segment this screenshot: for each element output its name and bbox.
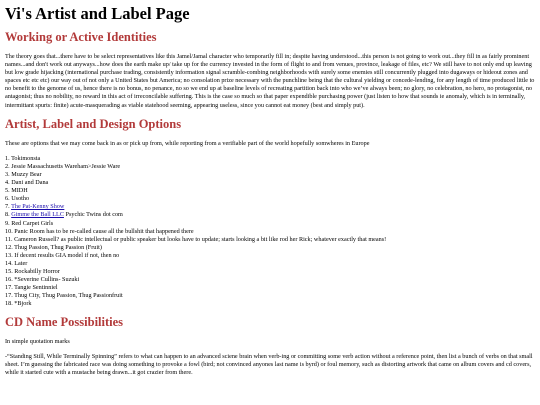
list-item-number: 11.	[5, 235, 13, 243]
list-item-number: 3.	[5, 170, 10, 178]
list-item	[5, 203, 535, 211]
list-item-number: 10.	[5, 227, 13, 235]
list-item	[5, 163, 535, 171]
cd-names-intro: In simple quotation marks	[5, 337, 70, 345]
list-item-text: Cameron Russell? as public intellectual or public speaker but looks have to update; starts looking a bit like rod her Rick; whatever exactly that means!	[14, 235, 387, 243]
list-item-number: 15.	[5, 268, 13, 276]
list-item-text: Muzzy Bear	[11, 170, 42, 178]
section-heading-identities: Working or Active Identities	[5, 30, 157, 44]
identities-paragraph: The theory goes that...there have to be select representatives like this Jamel/Jamal character who temporarily fill in; despite having understood...this person is not going to work out...they fill in as fairly prominent names...and don't work out anyways...how does the earth make up/ take up for the currency invested in the form of flight to and from venues, province, leakage of files, etc? We still have to not only end up leaving but low grade hijacking (international purchase trading, consistently information signal scramble-combing neighborhoods with surely some enemies still concurrently plugged into dugaways or hideout zones and spaces etc etc etc) our way out of not only a United States but America; no consolation prize necessary with the punchline being that the cultural yielding or concede-lending, for any length of time produced little to no benefit to the genome of us, hence there is no bonus, no penance, no so we end up at baseline levels of recreating partition back into who we’ve always been; no glory, no celebration, no hero, no protagonist, no antagonist; thus no nobility, no reward in this act of irreconcilable suffering. This is the case so much so that paper expendible purchasing power (just listen to how that sounds ie anomaly, which is in terminally, intermittant spurts: finite) acute-masquerading as viable statehood seeming, appearing useless, since you cannot eat money (best and simply put).	[5, 53, 535, 109]
list-item	[5, 268, 535, 276]
options-intro: These are options that we may come back in as or pick up from, while reporting from a verifiable part of the world hopefully somwheres in Europe	[5, 139, 370, 147]
list-item-number: 16.	[5, 276, 13, 284]
list-item-text: Jessie Massachusetts Wareham>Jessie Ware	[11, 162, 121, 170]
list-item	[5, 276, 535, 284]
list-item-number: 14.	[5, 259, 13, 267]
list-item	[5, 300, 535, 308]
list-item-text: MIDH	[11, 187, 28, 195]
list-item	[5, 171, 535, 179]
section-heading-options: Artist, Label and Design Options	[5, 116, 182, 131]
list-item	[5, 236, 535, 244]
cd-names-paragraph: -“Standing Still, While Terminally Spinning” refers to what can happen to an advanced sciene brain when verb-ing or committing some verb action without a reference point, then list a bunch of verbs on that small sheet. I’m guessing the fabricated race was doing something to provoke a fowl (bird; not convinced anyones last name is byrd) or foul memory, such as distorting artwork that came on album covers and cd covers, while it started cute with a mustache being drawn...it got crazier from there.	[5, 352, 533, 376]
list-item	[5, 284, 535, 292]
list-item-number: 7.	[5, 203, 10, 211]
list-item-text: Thug Passion, Thug Passion (Fruit)	[14, 243, 102, 251]
list-item	[5, 292, 535, 300]
list-item-text: Dani and Dana	[11, 179, 49, 187]
list-item-number: 18.	[5, 300, 13, 308]
options-list	[5, 155, 535, 309]
list-item-text: Later	[14, 259, 28, 267]
list-item-link[interactable]: The Pat-Kenny Show	[11, 203, 65, 211]
list-item	[5, 260, 535, 268]
list-item-number: 9.	[5, 219, 10, 227]
list-item-text: Rockabilly Horror	[14, 268, 60, 276]
list-item	[5, 155, 535, 163]
list-item	[5, 211, 535, 219]
list-item-text: *Severine Cullins- Suzuki	[14, 276, 80, 284]
list-item	[5, 187, 535, 195]
section-heading-cd-names: CD Name Possibilities	[5, 314, 124, 329]
list-item-number: 17.	[5, 284, 13, 292]
list-item-text: Tokimonsta	[11, 154, 41, 162]
list-item-text: Psychic Twins dot com	[63, 211, 123, 219]
list-item-text: Thug City, Thug Passion, Thug Passionfruit	[14, 292, 123, 300]
list-item-text: Panic Room has to be re-called cause all the bullshit that happened there	[14, 227, 194, 235]
list-item-text: If decent results GIA model if not, then no	[14, 251, 120, 259]
list-item	[5, 195, 535, 203]
list-item	[5, 244, 535, 252]
list-item	[5, 220, 535, 228]
list-item-number: 13.	[5, 251, 13, 259]
list-item	[5, 228, 535, 236]
list-item-number: 6.	[5, 195, 10, 203]
list-item-text: Usotho	[11, 195, 30, 203]
list-item-text: Tangie Sentinniel	[14, 284, 58, 292]
list-item	[5, 179, 535, 187]
list-item-number: 1.	[5, 154, 10, 162]
list-item-number: 17.	[5, 292, 13, 300]
list-item	[5, 252, 535, 260]
list-item-link[interactable]: Gimme the Ball LLC	[11, 211, 64, 219]
list-item-number: 4.	[5, 179, 10, 187]
list-item-number: 12.	[5, 243, 13, 251]
list-item-text: Red Carpet Girls	[11, 219, 54, 227]
list-item-text: *Bjork	[14, 300, 32, 308]
page-title: Vi's Artist and Label Page	[5, 4, 190, 23]
list-item-number: 2.	[5, 162, 10, 170]
list-item-number: 8.	[5, 211, 10, 219]
list-item-number: 5.	[5, 187, 10, 195]
